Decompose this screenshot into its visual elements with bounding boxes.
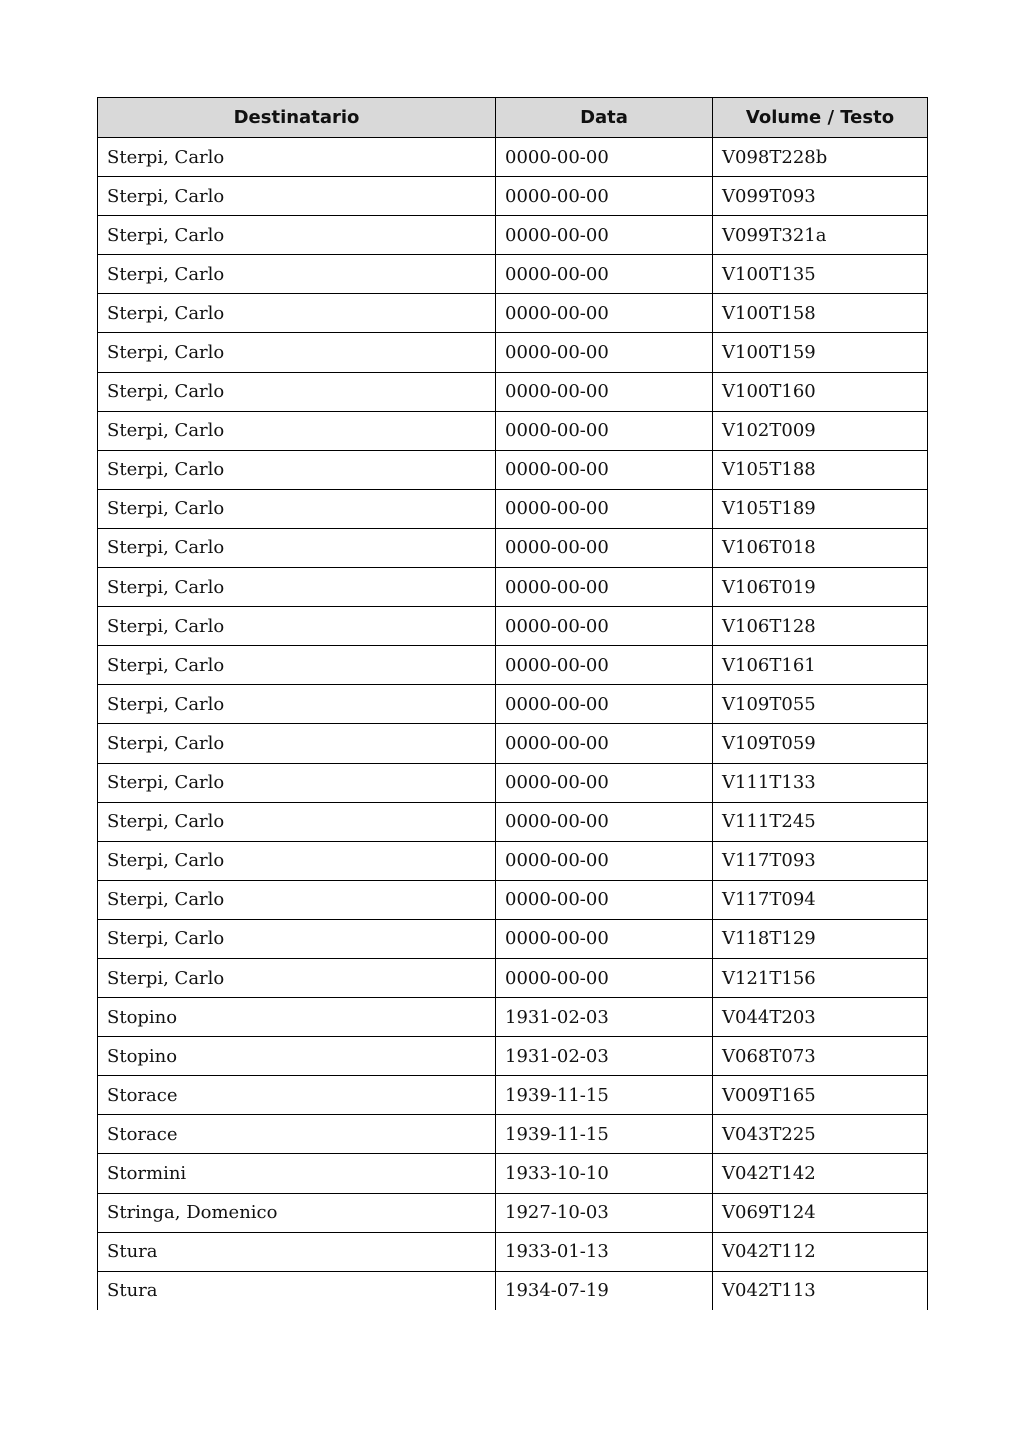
table-row bbox=[98, 255, 928, 294]
table-header bbox=[98, 98, 928, 138]
table-row bbox=[98, 880, 928, 919]
cell-destinatario: Sterpi, Carlo bbox=[98, 333, 496, 372]
cell-destinatario: Sterpi, Carlo bbox=[98, 255, 496, 294]
table-row bbox=[98, 216, 928, 255]
cell-volume-testo: V106T019 bbox=[713, 568, 928, 607]
cell-data: 0000-00-00 bbox=[496, 138, 713, 177]
cell-destinatario: Sterpi, Carlo bbox=[98, 568, 496, 607]
column-header-destinatario: Destinatario bbox=[98, 98, 496, 138]
cell-volume-testo: V118T129 bbox=[713, 919, 928, 958]
cell-data: 1939-11-15 bbox=[496, 1076, 713, 1115]
cell-volume-testo: V069T124 bbox=[713, 1193, 928, 1232]
cell-volume-testo: V100T135 bbox=[713, 255, 928, 294]
header-row bbox=[98, 98, 928, 138]
cell-volume-testo: V117T093 bbox=[713, 841, 928, 880]
cell-destinatario: Sterpi, Carlo bbox=[98, 216, 496, 255]
cell-data: 0000-00-00 bbox=[496, 333, 713, 372]
table-row bbox=[98, 724, 928, 763]
table-row bbox=[98, 998, 928, 1037]
table-row bbox=[98, 802, 928, 841]
cell-destinatario: Storace bbox=[98, 1115, 496, 1154]
cell-data: 0000-00-00 bbox=[496, 489, 713, 528]
cell-volume-testo: V100T159 bbox=[713, 333, 928, 372]
cell-volume-testo: V117T094 bbox=[713, 880, 928, 919]
cell-data: 0000-00-00 bbox=[496, 528, 713, 567]
column-header-volume-testo: Volume / Testo bbox=[713, 98, 928, 138]
cell-data: 1939-11-15 bbox=[496, 1115, 713, 1154]
cell-volume-testo: V106T161 bbox=[713, 646, 928, 685]
cell-data: 1934-07-19 bbox=[496, 1271, 713, 1310]
table-row bbox=[98, 568, 928, 607]
table-row bbox=[98, 607, 928, 646]
cell-data: 0000-00-00 bbox=[496, 685, 713, 724]
table-row bbox=[98, 919, 928, 958]
table-row bbox=[98, 411, 928, 450]
cell-destinatario: Sterpi, Carlo bbox=[98, 919, 496, 958]
table-row bbox=[98, 1193, 928, 1232]
table-row bbox=[98, 1115, 928, 1154]
cell-destinatario: Sterpi, Carlo bbox=[98, 411, 496, 450]
cell-destinatario: Stura bbox=[98, 1271, 496, 1310]
column-header-data: Data bbox=[496, 98, 713, 138]
cell-volume-testo: V106T018 bbox=[713, 528, 928, 567]
cell-destinatario: Sterpi, Carlo bbox=[98, 724, 496, 763]
cell-destinatario: Sterpi, Carlo bbox=[98, 763, 496, 802]
table-row bbox=[98, 1037, 928, 1076]
cell-data: 0000-00-00 bbox=[496, 919, 713, 958]
cell-destinatario: Sterpi, Carlo bbox=[98, 802, 496, 841]
cell-volume-testo: V121T156 bbox=[713, 958, 928, 997]
cell-data: 0000-00-00 bbox=[496, 646, 713, 685]
cell-volume-testo: V102T009 bbox=[713, 411, 928, 450]
cell-destinatario: Stura bbox=[98, 1232, 496, 1271]
cell-data: 0000-00-00 bbox=[496, 411, 713, 450]
cell-destinatario: Sterpi, Carlo bbox=[98, 138, 496, 177]
cell-volume-testo: V100T160 bbox=[713, 372, 928, 411]
table-row bbox=[98, 763, 928, 802]
table-body bbox=[98, 138, 928, 1310]
cell-data: 1927-10-03 bbox=[496, 1193, 713, 1232]
cell-data: 0000-00-00 bbox=[496, 880, 713, 919]
cell-destinatario: Sterpi, Carlo bbox=[98, 450, 496, 489]
cell-volume-testo: V109T059 bbox=[713, 724, 928, 763]
table-row bbox=[98, 450, 928, 489]
cell-volume-testo: V111T245 bbox=[713, 802, 928, 841]
cell-volume-testo: V109T055 bbox=[713, 685, 928, 724]
cell-data: 1931-02-03 bbox=[496, 1037, 713, 1076]
cell-destinatario: Sterpi, Carlo bbox=[98, 489, 496, 528]
table-row bbox=[98, 489, 928, 528]
cell-destinatario: Storace bbox=[98, 1076, 496, 1115]
cell-data: 0000-00-00 bbox=[496, 294, 713, 333]
cell-data: 1933-01-13 bbox=[496, 1232, 713, 1271]
cell-volume-testo: V099T093 bbox=[713, 177, 928, 216]
table-row bbox=[98, 138, 928, 177]
cell-data: 0000-00-00 bbox=[496, 372, 713, 411]
cell-data: 0000-00-00 bbox=[496, 216, 713, 255]
cell-destinatario: Sterpi, Carlo bbox=[98, 607, 496, 646]
cell-volume-testo: V099T321a bbox=[713, 216, 928, 255]
table-row bbox=[98, 333, 928, 372]
table-row bbox=[98, 1271, 928, 1310]
cell-data: 0000-00-00 bbox=[496, 607, 713, 646]
cell-data: 0000-00-00 bbox=[496, 763, 713, 802]
table-row bbox=[98, 372, 928, 411]
table-row bbox=[98, 1232, 928, 1271]
cell-destinatario: Sterpi, Carlo bbox=[98, 177, 496, 216]
cell-data: 1931-02-03 bbox=[496, 998, 713, 1037]
cell-destinatario: Sterpi, Carlo bbox=[98, 528, 496, 567]
cell-destinatario: Sterpi, Carlo bbox=[98, 958, 496, 997]
cell-volume-testo: V100T158 bbox=[713, 294, 928, 333]
cell-data: 0000-00-00 bbox=[496, 958, 713, 997]
cell-destinatario: Stringa, Domenico bbox=[98, 1193, 496, 1232]
cell-volume-testo: V009T165 bbox=[713, 1076, 928, 1115]
cell-destinatario: Sterpi, Carlo bbox=[98, 646, 496, 685]
cell-data: 0000-00-00 bbox=[496, 450, 713, 489]
table-row bbox=[98, 646, 928, 685]
cell-volume-testo: V111T133 bbox=[713, 763, 928, 802]
cell-volume-testo: V098T228b bbox=[713, 138, 928, 177]
cell-volume-testo: V105T189 bbox=[713, 489, 928, 528]
cell-volume-testo: V042T112 bbox=[713, 1232, 928, 1271]
cell-destinatario: Sterpi, Carlo bbox=[98, 685, 496, 724]
cell-destinatario: Sterpi, Carlo bbox=[98, 841, 496, 880]
cell-data: 0000-00-00 bbox=[496, 841, 713, 880]
table-row bbox=[98, 1076, 928, 1115]
table-row bbox=[98, 685, 928, 724]
table-row bbox=[98, 1154, 928, 1193]
cell-destinatario: Sterpi, Carlo bbox=[98, 372, 496, 411]
cell-volume-testo: V042T113 bbox=[713, 1271, 928, 1310]
cell-volume-testo: V068T073 bbox=[713, 1037, 928, 1076]
cell-destinatario: Stormini bbox=[98, 1154, 496, 1193]
cell-destinatario: Stopino bbox=[98, 1037, 496, 1076]
cell-volume-testo: V044T203 bbox=[713, 998, 928, 1037]
cell-volume-testo: V106T128 bbox=[713, 607, 928, 646]
table-row bbox=[98, 177, 928, 216]
letters-table bbox=[97, 97, 928, 1310]
cell-volume-testo: V042T142 bbox=[713, 1154, 928, 1193]
table-row bbox=[98, 958, 928, 997]
table-row bbox=[98, 294, 928, 333]
cell-data: 0000-00-00 bbox=[496, 568, 713, 607]
table-row bbox=[98, 841, 928, 880]
cell-destinatario: Stopino bbox=[98, 998, 496, 1037]
cell-data: 1933-10-10 bbox=[496, 1154, 713, 1193]
cell-data: 0000-00-00 bbox=[496, 255, 713, 294]
cell-data: 0000-00-00 bbox=[496, 724, 713, 763]
cell-volume-testo: V105T188 bbox=[713, 450, 928, 489]
cell-data: 0000-00-00 bbox=[496, 177, 713, 216]
cell-volume-testo: V043T225 bbox=[713, 1115, 928, 1154]
cell-destinatario: Sterpi, Carlo bbox=[98, 880, 496, 919]
cell-data: 0000-00-00 bbox=[496, 802, 713, 841]
table-row bbox=[98, 528, 928, 567]
cell-destinatario: Sterpi, Carlo bbox=[98, 294, 496, 333]
